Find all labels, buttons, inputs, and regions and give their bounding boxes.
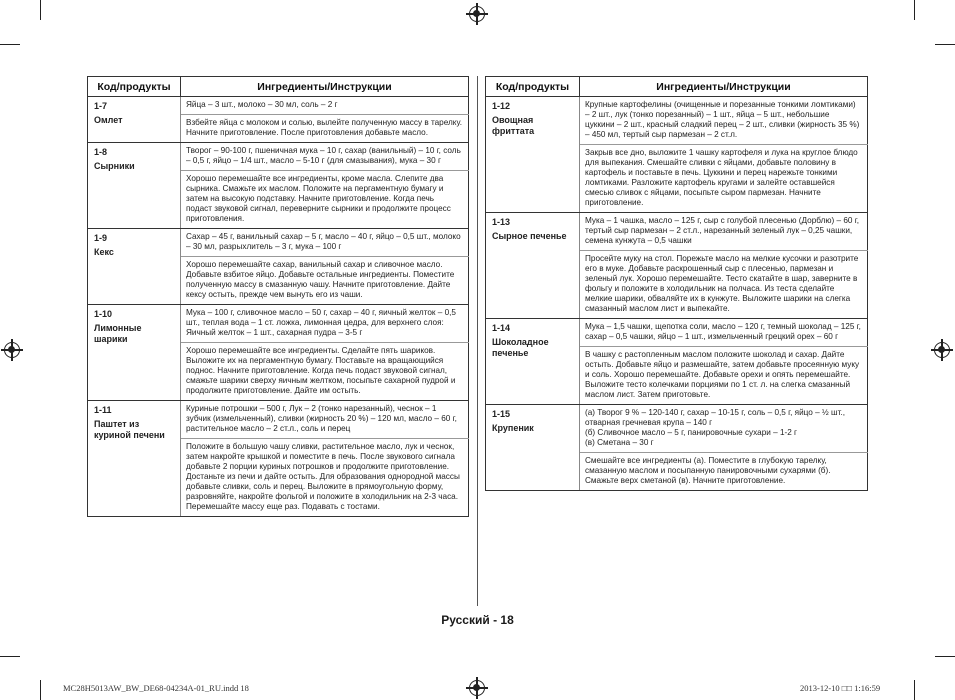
- recipe-instructions: Взбейте яйца с молоком и солью, вылейте полученную массу в тарелку. Начните приготовление. После приготовления добавьте масло.: [181, 115, 469, 143]
- recipe-name: Шоколадное печенье: [492, 336, 549, 358]
- recipe-ingredients: Мука – 100 г, сливочное масло – 50 г, сахар – 40 г, яичный желток – 0,5 шт., теплая вода – 1 ст. ложка, лимонная цедра, для верхнего слоя: Яичный желток – 1 шт., сахарная пудра – 3-5 г: [181, 305, 469, 343]
- recipe-ingredients: Куриные потрошки – 500 г, Лук – 2 (тонко нарезанный), чеснок – 1 зубчик (измельченный), сливки (жирность 20 %) – 120 мл, масло – 60 г, растительное масло – 2 ст.л., соль и перец: [181, 401, 469, 439]
- recipe-code-cell: [88, 229, 181, 305]
- recipes-table-right: [485, 76, 868, 491]
- recipe-instructions: Просейте муку на стол. Порежьте масло на мелкие кусочки и разотрите его в муке. Добавьте раскрошенный сыр с плесенью, пармезан и зеленый лук. Хорошо перемешайте. Тесто скатайте в шар, заверните в фольгу и положите в холодильник на полчаса. Из теста сделайте мелкие шарики, обваляйте их в кунжуте. Выложите шарики на слегка смазанный маслом лист и выпекайте.: [580, 251, 868, 319]
- recipe-ingredients: Мука – 1 чашка, масло – 125 г, сыр с голубой плесенью (Дорблю) – 60 г, тертый сыр пармезан – 2 ст.л., нарезанный зеленый лук – 0,25 чашки, семена кунжута – 0,5 чашки: [580, 213, 868, 251]
- recipe-code: 1-8: [94, 147, 108, 157]
- recipe-code: 1-15: [492, 409, 511, 419]
- recipe-ingredients: Творог – 90-100 г, пшеничная мука – 10 г, сахар (ванильный) – 10 г, соль – 0,5 г, яйцо – 1/4 шт., масло – 5-10 г (для смазывания), мука – 30 г: [181, 143, 469, 171]
- recipe-instructions: Смешайте все ингредиенты (а). Поместите в глубокую тарелку, смазанную маслом и посыпанную панировочными сухарями (б). Смажьте верх сметаной (в). Начните приготовление.: [580, 453, 868, 491]
- crop-mark: [935, 656, 955, 657]
- recipe-name: Лимонные шарики: [94, 322, 142, 344]
- recipe-instructions: Закрыв все дно, выложите 1 чашку картофеля и лука на круглое блюдо для выпекания. Смешайте сливки с яйцами, добавьте половину в картофель и поставьте в печь. Цуккини и перец нарежьте тонкими ломтиками. Разложите картофель кругами и залейте оставшейся смесью сливок с яйцами, посыпьте сыром пармезан. Начните приготовление.: [580, 145, 868, 213]
- recipe-ingredients: Мука – 1,5 чашки, щепотка соли, масло – 120 г, темный шоколад – 125 г, сахар – 0,5 чашки, яйцо – 1 шт., измельченный грецкий орех – 60 г: [580, 319, 868, 347]
- registration-mark-icon: [4, 342, 20, 358]
- recipe-code: 1-13: [492, 217, 511, 227]
- recipes-table-left: [87, 76, 469, 517]
- crop-mark: [935, 44, 955, 45]
- recipe-name: Сырники: [94, 160, 135, 171]
- column-divider: [477, 76, 478, 606]
- recipe-code-cell: [88, 97, 181, 143]
- recipe-ingredients: Крупные картофелины (очищенные и порезанные тонкими ломтиками) – 2 шт., лук (тонко порезанный) – 1 шт., яйца – 5 шт., небольшие цуккини – 2 шт., красный сладкий перец – 2 шт., сливки (жирность 35 %) – 450 мл, тертый сыр пармезан – 2 ст.л.: [580, 97, 868, 145]
- header-ingredients: Ингредиенты/Инструкции: [181, 77, 469, 97]
- table-row: [88, 143, 469, 171]
- recipe-code: 1-11: [94, 405, 112, 415]
- header-code: Код/продукты: [88, 77, 181, 97]
- recipe-code-cell: [486, 319, 580, 405]
- recipe-code: 1-10: [94, 309, 113, 319]
- crop-mark: [40, 0, 41, 20]
- recipe-code-cell: [88, 143, 181, 229]
- crop-mark: [914, 680, 915, 700]
- header-code: Код/продукты: [486, 77, 580, 97]
- recipe-ingredients: (а) Творог 9 % – 120-140 г, сахар – 10-15 г, соль – 0,5 г, яйцо – ½ шт., отварная гречневая крупа – 140 г (б) Сливочное масло – 5 г, панировочные сухари – 1-2 г (в) Сметана – 30 г: [580, 405, 868, 453]
- recipe-instructions: Положите в большую чашу сливки, растительное масло, лук и чеснок, затем накройте крышкой и поместите в печь. После звукового сигнала добавьте 2 порции куриных потрошков и продолжите приготовление. Достаньте из печи и дайте остыть. Для образования однородной массы добавьте сливки, соль и перец. Выложите в прямоугольную форму, разровняйте, накройте фольгой и положите в холодильник на 2-3 часа. Перемешайте массу еще раз. Подавать с тостами.: [181, 439, 469, 517]
- registration-mark-icon: [934, 342, 950, 358]
- recipe-code: 1-7: [94, 101, 108, 111]
- registration-mark-icon: [469, 680, 485, 696]
- recipe-name: Крупеник: [492, 422, 534, 433]
- recipe-name: Сырное печенье: [492, 230, 567, 241]
- table-row: [88, 229, 469, 257]
- recipe-code-cell: [88, 305, 181, 401]
- crop-mark: [0, 656, 20, 657]
- table-row: [486, 213, 868, 251]
- crop-mark: [914, 0, 915, 20]
- recipe-ingredients: Сахар – 45 г, ванильный сахар – 5 г, масло – 40 г, яйцо – 0,5 шт., молоко – 30 мл, разрыхлитель – 3 г, мука – 100 г: [181, 229, 469, 257]
- page-number: Русский - 18: [441, 613, 514, 627]
- table-row: [486, 405, 868, 453]
- footer-file-name: MC28H5013AW_BW_DE68-04234A-01_RU.indd 18: [63, 683, 249, 693]
- recipe-code-cell: [486, 213, 580, 319]
- recipe-code-cell: [88, 401, 181, 517]
- table-row: [88, 401, 469, 439]
- recipe-name: Омлет: [94, 114, 123, 125]
- table-row: [88, 305, 469, 343]
- table-row: [486, 319, 868, 347]
- recipe-code: 1-12: [492, 101, 511, 111]
- recipe-code: 1-14: [492, 323, 511, 333]
- footer-timestamp: 2013-12-10 □□ 1:16:59: [800, 683, 881, 693]
- crop-mark: [40, 680, 41, 700]
- recipe-name: Овощная фриттата: [492, 114, 535, 136]
- table-row: [88, 97, 469, 115]
- recipe-instructions: В чашку с растопленным маслом положите шоколад и сахар. Дайте остыть. Добавьте яйцо и размешайте, затем добавьте просеянную муку и соль. Хорошо перемешайте. Добавьте орехи и опять перемешайте. Выложите тесто колечками порциями по 1 ст. л. на слегка смазанный маслом лист. Затем приготовьте.: [580, 347, 868, 405]
- recipe-name: Паштет из куриной печени: [94, 418, 165, 440]
- recipe-name: Кекс: [94, 246, 114, 257]
- crop-mark: [0, 44, 20, 45]
- table-row: [486, 97, 868, 145]
- recipe-instructions: Хорошо перемешайте все ингредиенты. Сделайте пять шариков. Выложите их на пергаментную бумагу. Поставьте на вращающийся поднос. Начните приготовление. Когда печь подаст звуковой сигнал, смажьте шарики сверху яичным желтком, посыпьте сахарной пудрой и продолжите приготовление. Дайте им остыть.: [181, 343, 469, 401]
- recipe-ingredients: Яйца – 3 шт., молоко – 30 мл, соль – 2 г: [181, 97, 469, 115]
- recipe-code-cell: [486, 405, 580, 491]
- registration-mark-icon: [469, 6, 485, 22]
- header-ingredients: Ингредиенты/Инструкции: [580, 77, 868, 97]
- recipe-instructions: Хорошо перемешайте сахар, ванильный сахар и сливочное масло. Добавьте взбитое яйцо. Добавьте остальные ингредиенты. Поместите полученную массу в смазанную чашу. Начните приготовление. Дайте кексу остыть, прежде чем вынуть его из чаши.: [181, 257, 469, 305]
- recipe-code: 1-9: [94, 233, 108, 243]
- recipe-code-cell: [486, 97, 580, 213]
- recipe-instructions: Хорошо перемешайте все ингредиенты, кроме масла. Слепите два сырника. Смажьте их маслом. Положите на пергаментную бумагу и затем на высокую подставку. Начните приготовление. Когда печь подаст звуковой сигнал, переверните сырники и продолжите процесс приготовления.: [181, 171, 469, 229]
